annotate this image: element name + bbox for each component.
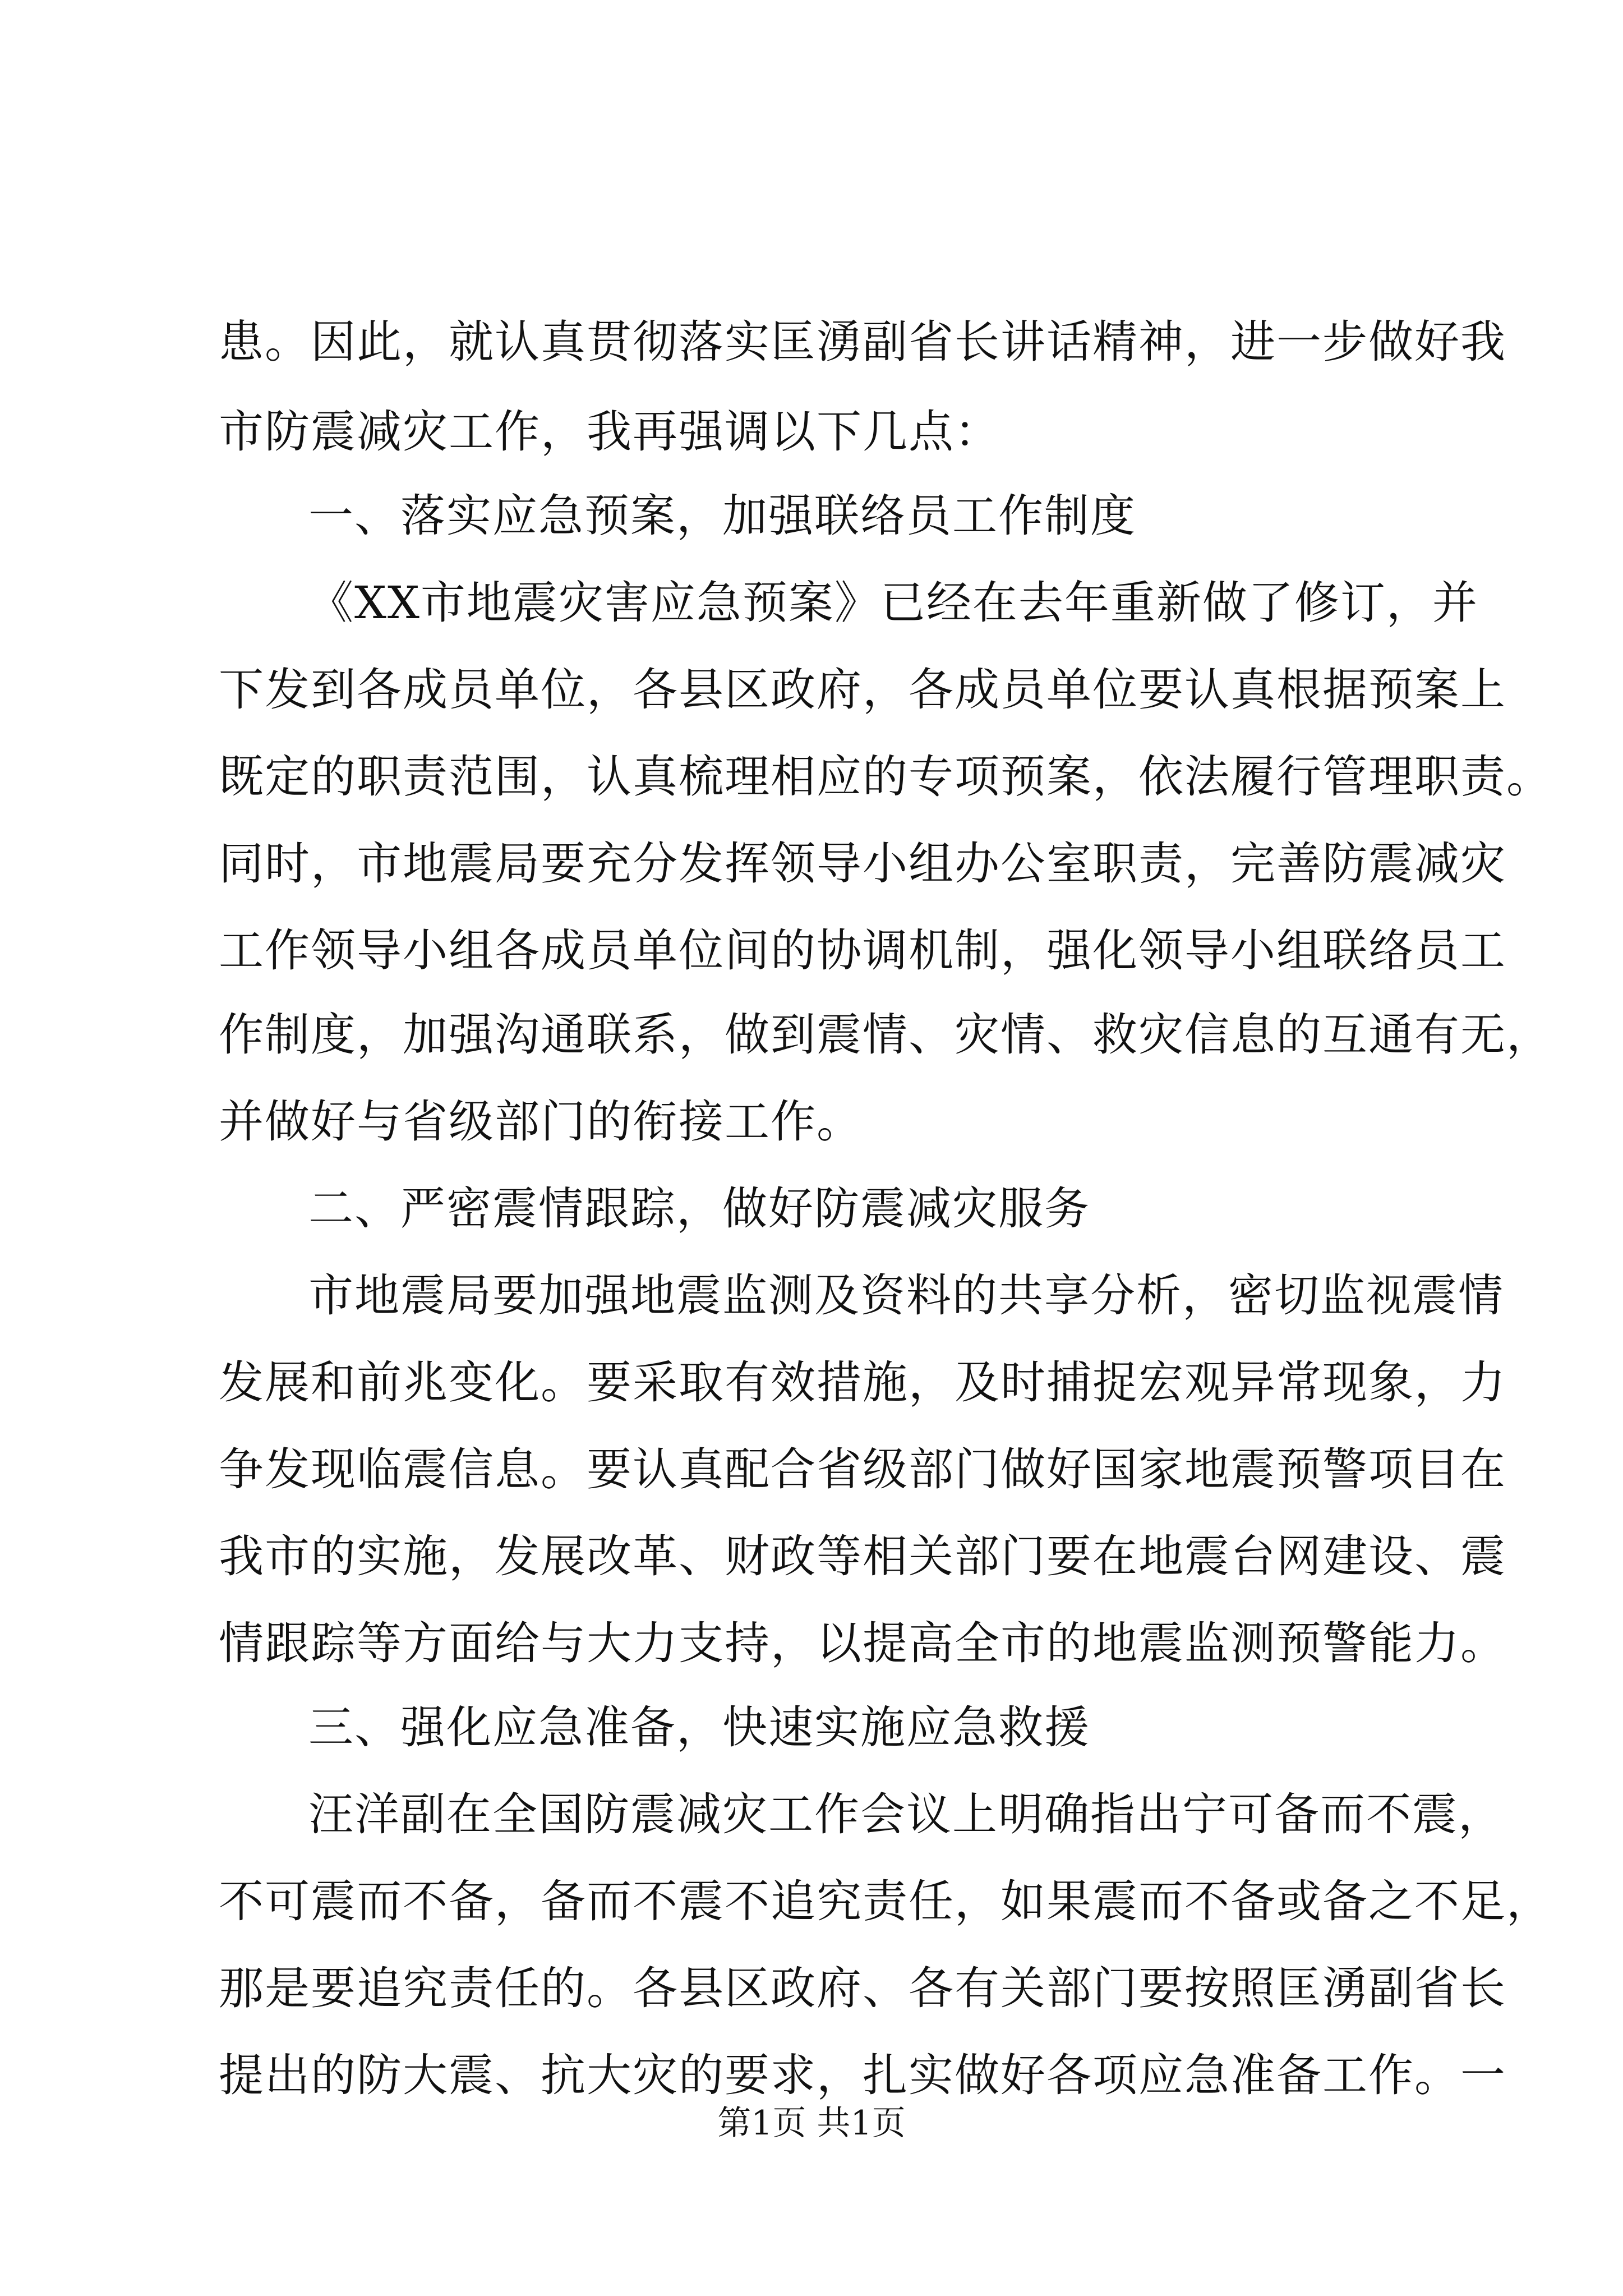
text-line: 那是要追究责任的。各县区政府、各有关部门要按照匡湧副省长 bbox=[219, 1962, 1506, 2014]
text-line: 工作领导小组各成员单位间的协调机制，强化领导小组联络员工 bbox=[219, 924, 1506, 977]
text-line: 《XX市地震灾害应急预案》已经在去年重新做了修订，并 bbox=[308, 577, 1478, 629]
text-line: 并做好与省级部门的衔接工作。 bbox=[219, 1096, 863, 1148]
text-line: 争发现临震信息。要认真配合省级部门做好国家地震预警项目在 bbox=[219, 1443, 1506, 1496]
text-line: 汪洋副在全国防震减灾工作会议上明确指出宁可备而不震， bbox=[308, 1788, 1504, 1841]
section-heading: 二、严密震情跟踪，做好防震减灾服务 bbox=[308, 1182, 1090, 1235]
section-heading: 三、强化应急准备，快速实施应急救援 bbox=[308, 1701, 1090, 1754]
text-line: 既定的职责范围，认真梳理相应的专项预案，依法履行管理职责。 bbox=[219, 751, 1552, 803]
section-heading: 一、落实应急预案，加强联络员工作制度 bbox=[308, 490, 1136, 542]
text-line: 情跟踪等方面给与大力支持，以提高全市的地震监测预警能力。 bbox=[219, 1617, 1506, 1669]
text-line: 提出的防大震、抗大灾的要求，扎实做好各项应急准备工作。一 bbox=[219, 2049, 1506, 2101]
text-line: 市地震局要加强地震监测及资料的共享分析，密切监视震情 bbox=[308, 1269, 1504, 1322]
page-number-footer: 第1页 共1页 bbox=[717, 2104, 906, 2143]
text-line: 不可震而不备，备而不震不追究责任，如果震而不备或备之不足， bbox=[219, 1875, 1552, 1927]
text-line: 市防震减灾工作，我再强调以下几点： bbox=[219, 406, 1000, 458]
text-line: 我市的实施，发展改革、财政等相关部门要在地震台网建设、震 bbox=[219, 1530, 1506, 1582]
text-line: 患。因此，就认真贯彻落实匡湧副省长讲话精神，进一步做好我 bbox=[219, 316, 1506, 368]
text-line: 下发到各成员单位，各县区政府，各成员单位要认真根据预案上 bbox=[219, 664, 1506, 716]
text-line: 作制度，加强沟通联系，做到震情、灾情、救灾信息的互通有无， bbox=[219, 1009, 1552, 1061]
text-line: 发展和前兆变化。要采取有效措施，及时捕捉宏观异常现象，力 bbox=[219, 1356, 1506, 1409]
text-line: 同时，市地震局要充分发挥领导小组办公室职责，完善防震减灾 bbox=[219, 838, 1506, 890]
